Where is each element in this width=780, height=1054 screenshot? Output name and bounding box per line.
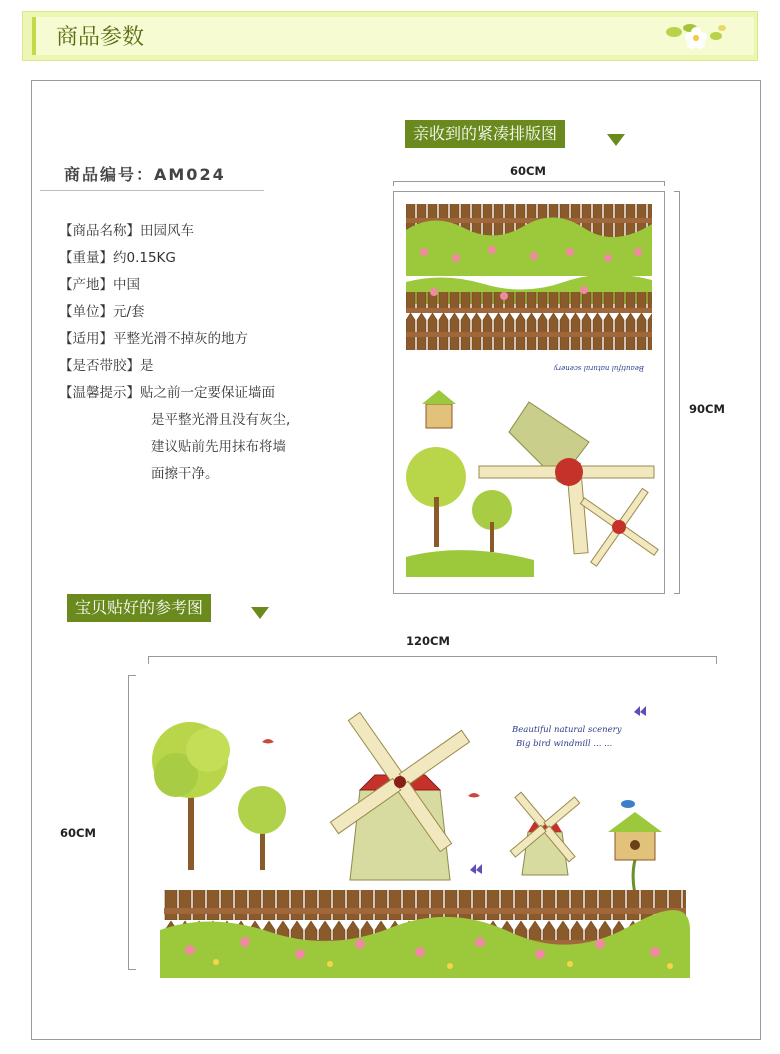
butterfly-icon [470, 864, 482, 874]
scene-illustration [150, 680, 695, 980]
width-ruler [393, 181, 665, 186]
triangle-down-icon [251, 607, 269, 619]
pack-width-label: 60CM [510, 164, 546, 178]
height-ruler [128, 675, 136, 970]
butterfly-icon [634, 706, 646, 716]
scene-caption-1: Beautiful natural scenery [512, 725, 622, 735]
spec-item-origin: 【产地】中国 [59, 277, 140, 293]
pack-height-label: 90CM [689, 402, 725, 416]
fence [160, 890, 690, 978]
tip-line: 建议贴前先用抹布将墙 [151, 439, 286, 455]
divider [40, 190, 264, 191]
spec-item-name: 【商品名称】田园风车 [59, 223, 194, 239]
scene-caption-2: Big bird windmill ... ... [516, 739, 613, 749]
spec-item-usage: 【适用】平整光滑不掉灰的地方 [59, 331, 248, 347]
height-ruler [674, 191, 680, 594]
tip-line: 面擦干净。 [151, 466, 219, 482]
pack-section-label: 亲收到的紧凑排版图 [405, 120, 565, 148]
birdhouse [608, 800, 662, 905]
width-ruler [148, 656, 717, 664]
scene-width-label: 120CM [406, 634, 450, 648]
spec-item-tip: 【温馨提示】贴之前一定要保证墙面 [59, 385, 275, 401]
windmill-small [510, 792, 579, 875]
scene-section-label: 宝贝贴好的参考图 [67, 594, 211, 622]
bird-icon [468, 793, 480, 798]
tree-left [152, 722, 230, 870]
flower-icon [660, 18, 732, 54]
page-title: 商品参数 [56, 25, 145, 50]
pack-layout-illustration [394, 192, 664, 593]
triangle-down-icon [607, 134, 625, 146]
tree-right [238, 786, 286, 870]
spec-item-adhesive: 【是否带胶】是 [59, 358, 154, 374]
pack-layout-image [393, 191, 665, 594]
bird-icon [262, 739, 274, 744]
windmill-large [330, 712, 469, 880]
pack-caption-1: Beautiful natural scenery [553, 364, 644, 372]
scene-height-label: 60CM [60, 826, 96, 840]
tip-line: 是平整光滑且没有灰尘, [151, 412, 291, 428]
spec-item-weight: 【重量】约0.15KG [59, 250, 176, 266]
spec-item-unit: 【单位】元/套 [59, 304, 145, 320]
product-code: 商品编号：AM024 [64, 165, 226, 184]
